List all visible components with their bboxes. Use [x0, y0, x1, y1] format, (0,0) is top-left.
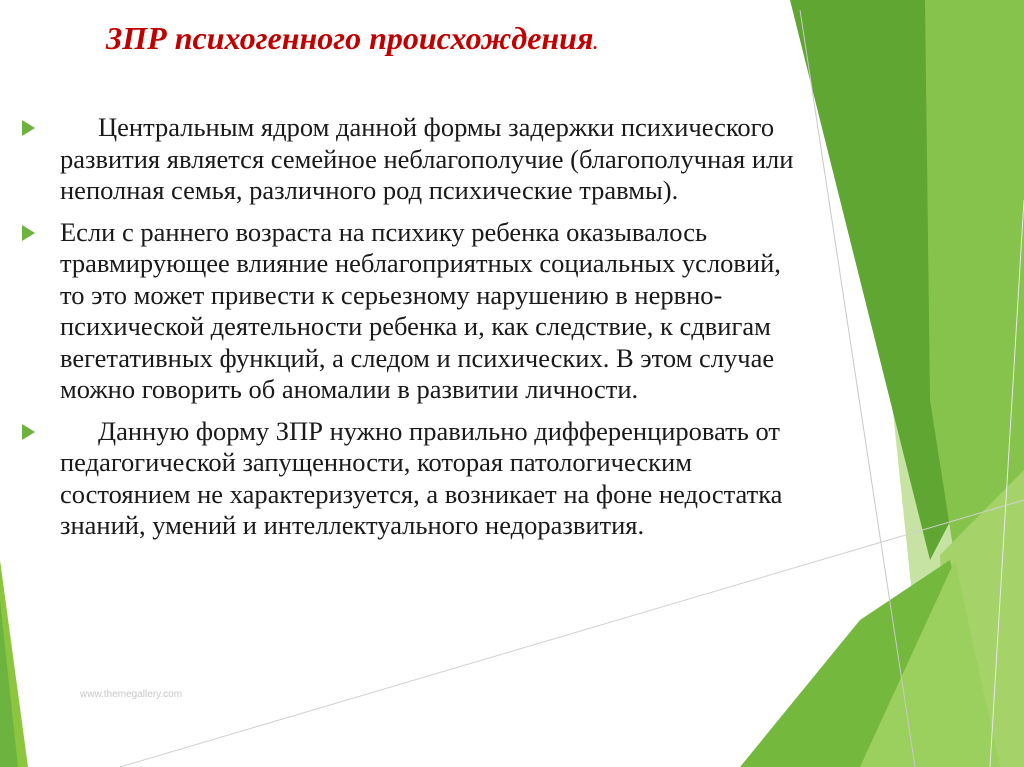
bullet-item-3 — [18, 416, 808, 542]
bullet-text: Данную форму ЗПР нужно правильно дифференцировать от педагогической запущенности, которая патологическим состоянием не характеризуется, а возникает на фоне недостатка знаний, умений и интеллектуального недоразвития. — [60, 415, 783, 540]
bullet-list — [18, 112, 808, 542]
title-suffix: . — [593, 33, 598, 53]
bullet-item-1 — [18, 112, 808, 207]
watermark: www.themegallery.com — [80, 689, 183, 700]
bullet-text: Центральным ядром данной формы задержки психического развития является семейное неблагополучие (благополучная или неполная семья, различного род психические травмы). — [60, 112, 794, 205]
triangle-bullet-icon — [22, 120, 35, 136]
bullet-text: Если с раннего возраста на психику ребенка оказывалось травмирующее влияние неблагоприятных социальных условий, то это может привести к серьезному нарушению в нервно-психической деятельности ребенка и, как следствие, к сдвигам вегетативных функций, а следом и психических. В этом случае можно говорить об аномалии в развитии личности. — [60, 216, 781, 404]
triangle-bullet-icon — [22, 225, 35, 241]
bullet-item-2 — [18, 217, 808, 406]
slide-title — [106, 16, 806, 65]
triangle-bullet-icon — [22, 424, 35, 440]
title-text: ЗПР психогенного происхождения — [106, 20, 594, 56]
